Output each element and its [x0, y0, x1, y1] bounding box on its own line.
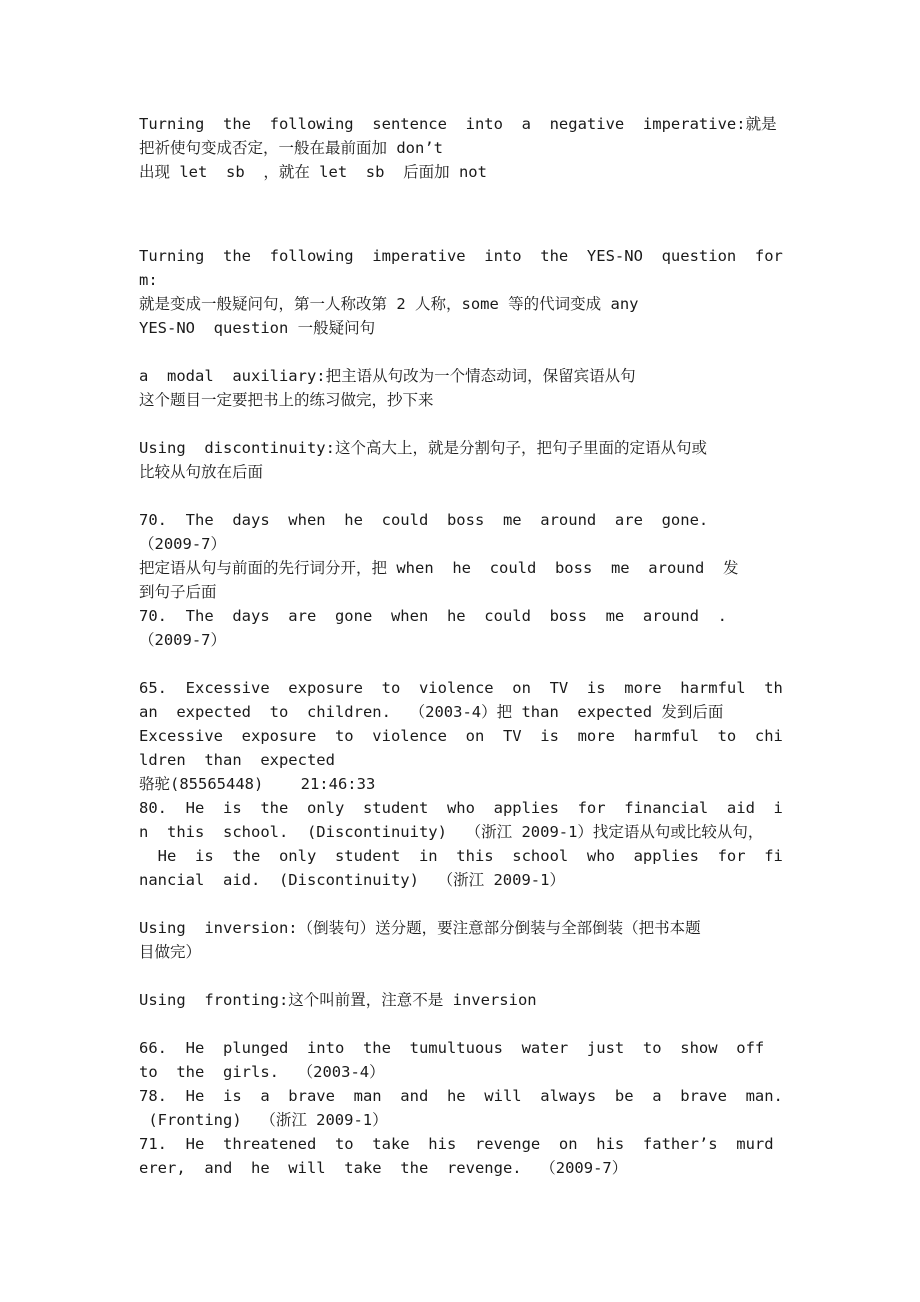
- spacer: [139, 484, 781, 508]
- text-line: 把祈使句变成否定，一般在最前面加 don’t: [139, 139, 443, 157]
- section-discontinuity: [139, 436, 781, 484]
- spacer: [139, 892, 781, 916]
- text-line: 到句子后面: [139, 583, 217, 601]
- text-line: n this school. (Discontinuity) （浙江 2009-1）找定语从句或比较从句，: [139, 823, 764, 841]
- spacer: [139, 340, 781, 364]
- section-example-70: [139, 508, 781, 652]
- text-line: 71. He threatened to take his revenge on his father’s murd: [139, 1135, 774, 1153]
- text-line: YES-NO question 一般疑问句: [139, 319, 376, 337]
- text-line: 70. The days when he could boss me around are gone.: [139, 511, 709, 529]
- section-modal-auxiliary: [139, 364, 781, 412]
- text-line: 65. Excessive exposure to violence on TV is more harmful th: [139, 679, 783, 697]
- text-line: 比较从句放在后面: [139, 463, 264, 481]
- text-line: 78. He is a brave man and he will always be a brave man.: [139, 1087, 783, 1105]
- text-line: 80. He is the only student who applies for financial aid i: [139, 799, 783, 817]
- text-line: a modal auxiliary:把主语从句改为一个情态动词，保留宾语从句: [139, 367, 636, 385]
- text-line: nancial aid. (Discontinuity) （浙江 2009-1）: [139, 871, 565, 889]
- spacer: [139, 412, 781, 436]
- section-negative-imperative: [139, 112, 781, 184]
- text-line: to the girls. （2003-4）: [139, 1063, 385, 1081]
- text-line: m:: [139, 271, 158, 289]
- text-line: 出现 let sb ，就在 let sb 后面加 not: [139, 163, 487, 181]
- section-examples-66-78-71: [139, 1036, 781, 1180]
- text-line: an expected to children. （2003-4）把 than expected 发到后面: [139, 703, 724, 721]
- text-line: He is the only student in this school who applies for fi: [139, 847, 783, 865]
- text-line: Turning the following sentence into a negative imperative:就是: [139, 115, 777, 133]
- text-line: Excessive exposure to violence on TV is more harmful to chi: [139, 727, 783, 745]
- spacer: [139, 652, 781, 676]
- text-line: Using discontinuity:这个高大上，就是分割句子，把句子里面的定语从句或: [139, 439, 707, 457]
- text-line: Turning the following imperative into the YES-NO question for: [139, 247, 783, 265]
- text-line: （2009-7）: [139, 535, 226, 553]
- section-inversion: [139, 916, 781, 964]
- section-yes-no-question: [139, 244, 781, 340]
- spacer: [139, 184, 781, 244]
- text-line: Using fronting:这个叫前置，注意不是 inversion: [139, 991, 537, 1009]
- text-line: 70. The days are gone when he could boss me around .: [139, 607, 727, 625]
- text-line: 目做完）: [139, 943, 202, 961]
- spacer: [139, 964, 781, 988]
- text-line: 就是变成一般疑问句，第一人称改第 2 人称，some 等的代词变成 any: [139, 295, 639, 313]
- text-line: 66. He plunged into the tumultuous water just to show off: [139, 1039, 765, 1057]
- text-line: （2009-7）: [139, 631, 226, 649]
- text-line: 把定语从句与前面的先行词分开，把 when he could boss me around 发: [139, 559, 739, 577]
- spacer: [139, 1012, 781, 1036]
- section-examples-65-80: [139, 676, 781, 892]
- text-line: Using inversion:（倒装句）送分题，要注意部分倒装与全部倒装（把书本题: [139, 919, 701, 937]
- section-fronting: [139, 988, 781, 1012]
- document-page: [139, 112, 781, 1180]
- text-line: (Fronting) （浙江 2009-1）: [139, 1111, 388, 1129]
- text-line: ldren than expected: [139, 751, 335, 769]
- text-line: 骆驼(85565448) 21:46:33: [139, 775, 376, 793]
- text-line: erer, and he will take the revenge. （2009-7）: [139, 1159, 628, 1177]
- text-line: 这个题目一定要把书上的练习做完，抄下来: [139, 391, 434, 409]
